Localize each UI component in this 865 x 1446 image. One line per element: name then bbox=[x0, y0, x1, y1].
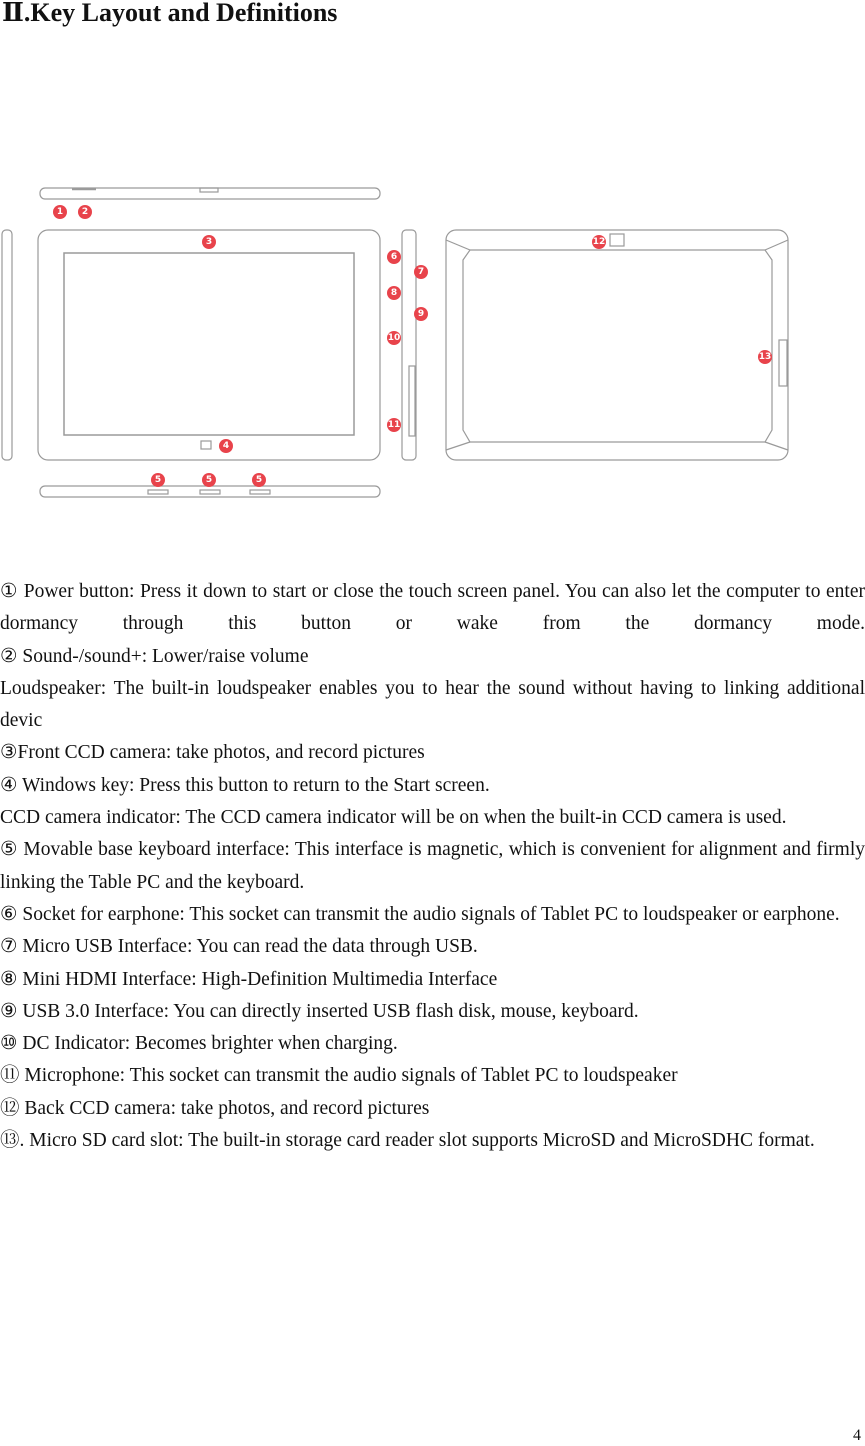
callout-5c bbox=[252, 473, 266, 487]
definition-earphone-socket: ⑥ Socket for earphone: This socket can transmit the audio signals of Tablet PC to loudspeaker or earphone. bbox=[0, 903, 840, 925]
callout-5b bbox=[202, 473, 216, 487]
definition-front-camera: ③Front CCD camera: take photos, and record pictures bbox=[0, 742, 425, 764]
definition-volume: ② Sound-/sound+: Lower/raise volume bbox=[0, 645, 309, 667]
callout-11-label: 11 bbox=[387, 420, 401, 430]
callout-3-label: 3 bbox=[205, 237, 213, 247]
definition-microphone: ⑪ Microphone: This socket can transmit the audio signals of Tablet PC to loudspeaker bbox=[0, 1065, 678, 1087]
callout-10-label: 10 bbox=[387, 333, 401, 343]
tablet-diagram bbox=[0, 180, 865, 510]
callout-7-label: 7 bbox=[417, 267, 425, 277]
callout-4 bbox=[219, 439, 233, 453]
callout-8 bbox=[387, 286, 401, 300]
callout-11 bbox=[387, 418, 401, 432]
tablet-front-view bbox=[38, 230, 380, 460]
tablet-bottom-edge-view bbox=[40, 486, 380, 497]
definition-power-button: ① Power button: Press it down to start or close the touch screen panel. You can also let the computer to enter dormancy through this button or wake from the dormancy mode. bbox=[0, 581, 865, 635]
callout-9 bbox=[414, 307, 428, 321]
callout-5c-label: 5 bbox=[255, 475, 263, 485]
definition-microsd-slot: ⑬. Micro SD card slot: The built-in storage card reader slot supports MicroSD and MicroSDHC format. bbox=[0, 1130, 815, 1152]
callout-1 bbox=[53, 205, 67, 219]
callout-10 bbox=[387, 331, 401, 345]
callout-13 bbox=[758, 350, 772, 364]
definition-micro-usb: ⑦ Micro USB Interface: You can read the data through USB. bbox=[0, 936, 478, 958]
callout-5a-label: 5 bbox=[154, 475, 162, 485]
callout-5a bbox=[151, 473, 165, 487]
section-heading: Ⅱ.Key Layout and Definitions bbox=[2, 0, 338, 27]
callout-2 bbox=[78, 205, 92, 219]
key-definitions-list bbox=[0, 576, 865, 1157]
callout-12-label: 12 bbox=[592, 237, 606, 247]
callout-8-label: 8 bbox=[390, 288, 398, 298]
callout-2-label: 2 bbox=[81, 207, 89, 217]
callout-3 bbox=[202, 235, 216, 249]
definition-camera-indicator: CCD camera indicator: The CCD camera indicator will be on when the built-in CCD camera is used. bbox=[0, 807, 787, 829]
callout-13-label: 13 bbox=[758, 352, 772, 362]
tablet-screen bbox=[64, 253, 354, 435]
definition-loudspeaker: Loudspeaker: The built-in loudspeaker enables you to hear the sound without having to linking additional devic bbox=[0, 677, 865, 732]
callout-6-label: 6 bbox=[390, 252, 398, 262]
tablet-key-layout-figure bbox=[0, 180, 865, 510]
definition-windows-key: ④ Windows key: Press this button to return to the Start screen. bbox=[0, 774, 490, 796]
callout-7 bbox=[414, 265, 428, 279]
callout-6 bbox=[387, 250, 401, 264]
page-number: 4 bbox=[853, 1427, 861, 1444]
definition-keyboard-interface: ⑤ Movable base keyboard interface: This interface is magnetic, which is convenient for alignment and firmly linking the Table PC and the keyboard. bbox=[0, 839, 865, 893]
callout-5b-label: 5 bbox=[205, 475, 213, 485]
callout-12 bbox=[592, 235, 606, 249]
tablet-left-side-view bbox=[2, 230, 12, 460]
definition-back-camera: ⑫ Back CCD camera: take photos, and record pictures bbox=[0, 1097, 430, 1119]
callout-9-label: 9 bbox=[417, 309, 425, 319]
callout-1-label: 1 bbox=[56, 207, 64, 217]
callout-4-label: 4 bbox=[222, 441, 230, 451]
definition-usb3: ⑨ USB 3.0 Interface: You can directly inserted USB flash disk, mouse, keyboard. bbox=[0, 1000, 639, 1022]
definition-mini-hdmi: ⑧ Mini HDMI Interface: High-Definition Multimedia Interface bbox=[0, 968, 498, 990]
tablet-back-view bbox=[446, 230, 788, 460]
definition-dc-indicator: ⑩ DC Indicator: Becomes brighter when charging. bbox=[0, 1033, 398, 1055]
